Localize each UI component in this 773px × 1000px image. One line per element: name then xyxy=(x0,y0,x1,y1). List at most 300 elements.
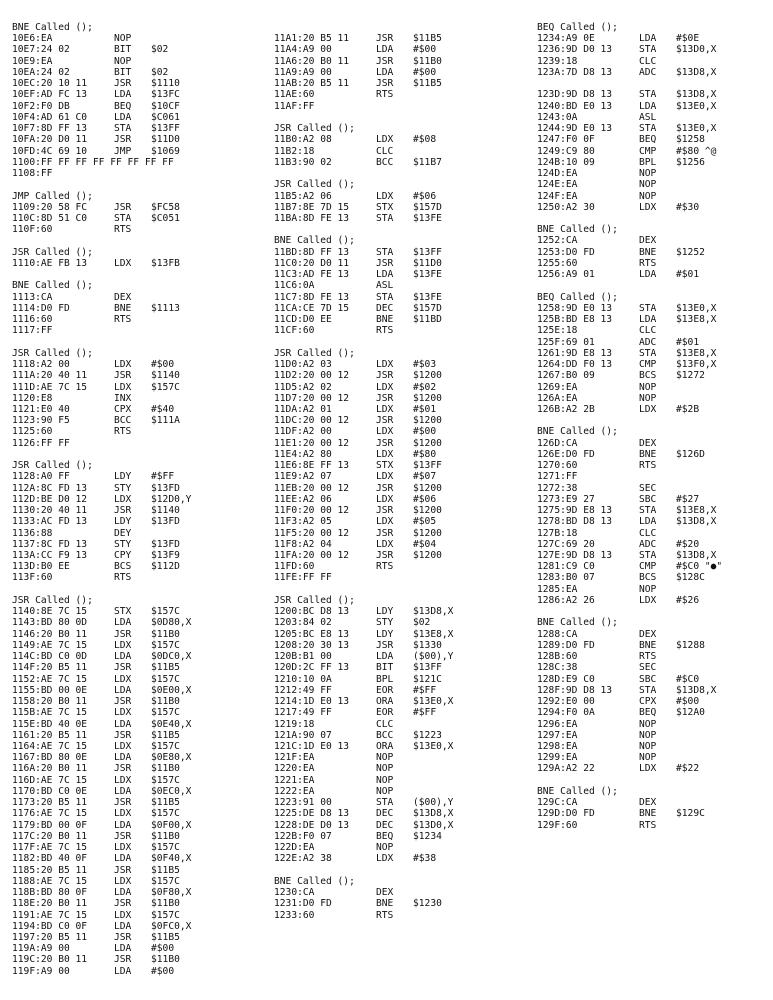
address-bytes: 11E4:A2 80 xyxy=(274,448,332,460)
mnemonic: NOP xyxy=(639,741,657,752)
section-header-text: JSR Called (); xyxy=(12,246,93,258)
operand: $13FD xyxy=(151,482,180,494)
operand: $1200 xyxy=(413,415,442,427)
mnemonic: CMP xyxy=(639,359,657,371)
address-bytes: 125B:BD E8 13 xyxy=(537,314,613,326)
operand: #$FF xyxy=(413,684,437,696)
address-bytes: 11C7:8D FE 13 xyxy=(274,291,350,303)
address-bytes: 122D:EA xyxy=(274,842,315,854)
operand: $12A0 xyxy=(676,707,705,719)
operand: $157C xyxy=(151,707,180,719)
address-bytes: 125F:69 01 xyxy=(537,336,595,348)
mnemonic: LDA xyxy=(114,965,132,977)
address-bytes: 112A:8C FD 13 xyxy=(12,482,88,494)
operand: $157C xyxy=(151,875,180,887)
mnemonic: STA xyxy=(639,89,657,101)
address-bytes: 1285:EA xyxy=(537,583,578,595)
address-bytes: 1234:A9 0E xyxy=(537,33,595,45)
operand: $0E00,X xyxy=(151,684,192,696)
operand: #$0E xyxy=(676,33,700,45)
address-bytes: 1161:20 B5 11 xyxy=(12,729,88,741)
address-bytes: 126B:A2 2B xyxy=(537,403,595,415)
address-bytes: 121C:1D E0 13 xyxy=(274,741,350,752)
operand: #$27 xyxy=(676,493,700,505)
section-header-text: JSR Called (); xyxy=(12,594,93,606)
address-bytes: 11C3:AD FE 13 xyxy=(274,269,350,281)
address-bytes: 127C:69 20 xyxy=(537,538,595,550)
mnemonic: BEQ xyxy=(376,830,394,842)
mnemonic: JSR xyxy=(114,898,132,910)
mnemonic: INX xyxy=(114,392,132,404)
address-bytes: 11A6:20 B0 11 xyxy=(274,55,350,67)
address-bytes: 1272:38 xyxy=(537,482,578,494)
mnemonic: LDX xyxy=(114,741,132,752)
mnemonic: STY xyxy=(114,538,132,550)
address-bytes: 10F4:AD 61 C0 xyxy=(12,111,88,123)
operand: $1223 xyxy=(413,729,442,741)
address-bytes: 1220:EA xyxy=(274,763,315,775)
mnemonic: JSR xyxy=(376,482,394,494)
mnemonic: DEX xyxy=(639,235,657,247)
mnemonic: DEX xyxy=(639,797,657,809)
operand: $C051 xyxy=(151,212,180,224)
operand: $11B0 xyxy=(151,696,180,708)
operand: $13E0,X xyxy=(413,696,454,708)
operand: #$40 xyxy=(151,403,175,415)
mnemonic: DEC xyxy=(376,808,394,820)
section-header-text: BNE Called (); xyxy=(12,280,93,292)
mnemonic: JSR xyxy=(114,628,132,640)
mnemonic: LDX xyxy=(376,403,394,415)
operand: $0F80,X xyxy=(151,887,192,899)
address-bytes: 1143:BD 80 0D xyxy=(12,617,88,629)
address-bytes: 1123:90 F5 xyxy=(12,415,70,427)
section-header-text: BNE Called (); xyxy=(274,875,355,887)
address-bytes: 1137:8C FD 13 xyxy=(12,538,88,550)
mnemonic: LDA xyxy=(639,269,657,281)
address-bytes: 116A:20 B0 11 xyxy=(12,763,88,775)
address-bytes: 11B0:A2 08 xyxy=(274,134,332,146)
mnemonic: NOP xyxy=(639,179,657,191)
address-bytes: 126A:EA xyxy=(537,392,578,404)
address-bytes: 124E:EA xyxy=(537,179,578,191)
address-bytes: 11D0:A2 03 xyxy=(274,359,332,371)
address-bytes: 1191:AE 7C 15 xyxy=(12,909,88,921)
operand: #$2B xyxy=(676,403,700,415)
mnemonic: LDX xyxy=(639,763,657,775)
operand: #$06 xyxy=(413,190,437,202)
operand: $157C xyxy=(151,808,180,820)
operand: $1258 xyxy=(676,134,705,146)
address-bytes: 1247:F0 0F xyxy=(537,134,595,146)
operand: $121C xyxy=(413,673,442,685)
mnemonic: JSR xyxy=(114,505,132,517)
address-bytes: 129F:60 xyxy=(537,819,578,831)
operand: #$02 xyxy=(413,381,437,393)
address-bytes: 11E9:A2 07 xyxy=(274,471,332,483)
address-bytes: 1256:A9 01 xyxy=(537,269,595,281)
address-bytes: 114C:BD C0 0D xyxy=(12,651,88,663)
address-bytes: 11F0:20 00 12 xyxy=(274,505,350,517)
mnemonic: LDA xyxy=(639,33,657,45)
mnemonic: BNE xyxy=(376,314,394,326)
mnemonic: BPL xyxy=(376,673,394,685)
operand: #$38 xyxy=(413,853,437,865)
operand: $13FF xyxy=(413,246,442,258)
address-bytes: 11AB:20 B5 11 xyxy=(274,78,350,90)
address-bytes: 1264:DD F0 13 xyxy=(537,359,613,371)
mnemonic: JSR xyxy=(376,550,394,562)
mnemonic: ADC xyxy=(639,336,657,348)
address-bytes: 1269:EA xyxy=(537,381,578,393)
mnemonic: EOR xyxy=(376,684,394,696)
operand: $13F9 xyxy=(151,550,180,562)
address-bytes: 1100:FF FF FF FF FF FF FF FF xyxy=(12,156,174,168)
operand: $157C xyxy=(151,606,180,618)
mnemonic: LDY xyxy=(114,471,132,483)
mnemonic: JSR xyxy=(376,55,394,67)
address-bytes: 10EF:AD FC 13 xyxy=(12,89,88,101)
operand: $157C xyxy=(151,842,180,854)
address-bytes: 10EC:20 10 11 xyxy=(12,78,88,90)
mnemonic: DEC xyxy=(376,819,394,831)
operand: $10CF xyxy=(151,100,180,112)
mnemonic: RTS xyxy=(376,325,394,337)
mnemonic: JSR xyxy=(114,931,132,943)
address-bytes: 113F:60 xyxy=(12,572,53,584)
mnemonic: LDA xyxy=(114,111,132,123)
operand: $02 xyxy=(413,617,431,629)
operand: $11B5 xyxy=(413,33,442,45)
operand: $11B5 xyxy=(151,662,180,674)
mnemonic: JSR xyxy=(376,527,394,539)
operand: $111A xyxy=(151,415,180,427)
operand: $11D0 xyxy=(151,134,180,146)
mnemonic: STY xyxy=(114,482,132,494)
address-bytes: 10E9:EA xyxy=(12,55,53,67)
address-bytes: 1158:20 B0 11 xyxy=(12,696,88,708)
address-bytes: 119C:20 B0 11 xyxy=(12,954,88,966)
address-bytes: 11F8:A2 04 xyxy=(274,538,332,550)
address-bytes: 1230:CA xyxy=(274,887,315,899)
address-bytes: 1164:AE 7C 15 xyxy=(12,741,88,752)
operand: $13FF xyxy=(413,460,442,472)
address-bytes: 1146:20 B0 11 xyxy=(12,628,88,640)
operand: $1200 xyxy=(413,550,442,562)
mnemonic: LDX xyxy=(376,516,394,528)
operand: #$80 ^@ xyxy=(676,145,717,157)
address-bytes: 1185:20 B5 11 xyxy=(12,864,88,876)
address-bytes: 119F:A9 00 xyxy=(12,965,70,977)
mnemonic: CPX xyxy=(114,403,132,415)
section-header-text: BNE Called (); xyxy=(537,617,618,629)
mnemonic: NOP xyxy=(376,774,394,786)
operand: $13D8,X xyxy=(676,89,717,101)
mnemonic: SEC xyxy=(639,662,657,674)
mnemonic: BEQ xyxy=(639,134,657,146)
address-bytes: 1210:10 0A xyxy=(274,673,332,685)
mnemonic: SEC xyxy=(639,482,657,494)
address-bytes: 113D:B0 EE xyxy=(12,561,70,573)
mnemonic: NOP xyxy=(639,168,657,180)
address-bytes: 1217:49 FF xyxy=(274,707,332,719)
operand: $13FE xyxy=(413,212,442,224)
mnemonic: LDX xyxy=(114,909,132,921)
mnemonic: LDX xyxy=(639,201,657,213)
mnemonic: CLC xyxy=(376,145,394,157)
address-bytes: 129C:CA xyxy=(537,797,578,809)
operand: $02 xyxy=(151,44,169,56)
mnemonic: NOP xyxy=(376,763,394,775)
address-bytes: 10FA:20 D0 11 xyxy=(12,134,88,146)
mnemonic: LDY xyxy=(376,606,394,618)
operand: $13E8,X xyxy=(676,505,717,517)
address-bytes: 1222:EA xyxy=(274,785,315,797)
mnemonic: JSR xyxy=(376,78,394,90)
address-bytes: 1219:18 xyxy=(274,718,315,730)
address-bytes: 1212:49 FF xyxy=(274,684,332,696)
address-bytes: 1133:AC FD 13 xyxy=(12,516,88,528)
mnemonic: JSR xyxy=(376,392,394,404)
mnemonic: NOP xyxy=(376,785,394,797)
address-bytes: 122E:A2 38 xyxy=(274,853,332,865)
address-bytes: 1188:AE 7C 15 xyxy=(12,875,88,887)
mnemonic: STA xyxy=(639,44,657,56)
mnemonic: ORA xyxy=(376,741,394,752)
address-bytes: 1294:F0 0A xyxy=(537,707,595,719)
address-bytes: 1116:60 xyxy=(12,314,53,326)
mnemonic: NOP xyxy=(639,729,657,741)
mnemonic: JSR xyxy=(376,33,394,45)
address-bytes: 11FD:60 xyxy=(274,561,315,573)
mnemonic: RTS xyxy=(639,257,657,269)
address-bytes: 1197:20 B5 11 xyxy=(12,931,88,943)
mnemonic: CPY xyxy=(114,550,132,562)
operand: $129C xyxy=(676,808,705,820)
operand: $0F00,X xyxy=(151,819,192,831)
address-bytes: 124F:EA xyxy=(537,190,578,202)
operand: $1200 xyxy=(413,505,442,517)
mnemonic: BNE xyxy=(639,639,657,651)
address-bytes: 1298:EA xyxy=(537,741,578,752)
mnemonic: LDA xyxy=(376,651,394,663)
mnemonic: RTS xyxy=(114,572,132,584)
address-bytes: 1249:C9 80 xyxy=(537,145,595,157)
mnemonic: EOR xyxy=(376,707,394,719)
address-bytes: 1125:60 xyxy=(12,426,53,438)
mnemonic: LDA xyxy=(639,516,657,528)
mnemonic: RTS xyxy=(376,89,394,101)
address-bytes: 11CA:CE 7D 15 xyxy=(274,302,350,314)
address-bytes: 120D:2C FF 13 xyxy=(274,662,350,674)
mnemonic: RTS xyxy=(114,314,132,326)
address-bytes: 10E7:24 02 xyxy=(12,44,70,56)
operand: $C061 xyxy=(151,111,180,123)
operand: $157C xyxy=(151,381,180,393)
operand: ($00),Y xyxy=(413,651,454,663)
operand: $13FC xyxy=(151,89,180,101)
operand: $112D xyxy=(151,561,180,573)
mnemonic: CMP xyxy=(639,561,657,573)
address-bytes: 1149:AE 7C 15 xyxy=(12,639,88,651)
address-bytes: 11EE:A2 06 xyxy=(274,493,332,505)
address-bytes: 1299:EA xyxy=(537,752,578,764)
section-header-text: JSR Called (); xyxy=(12,347,93,359)
address-bytes: 126E:D0 FD xyxy=(537,448,595,460)
mnemonic: LDA xyxy=(639,100,657,112)
address-bytes: 121A:90 07 xyxy=(274,729,332,741)
operand: $13E8,X xyxy=(676,347,717,359)
section-header-text: JSR Called (); xyxy=(274,123,355,135)
mnemonic: ORA xyxy=(376,696,394,708)
operand: #$06 xyxy=(413,493,437,505)
address-bytes: 11E6:8E FF 13 xyxy=(274,460,350,472)
mnemonic: JSR xyxy=(376,639,394,651)
mnemonic: STA xyxy=(376,797,394,809)
mnemonic: BNE xyxy=(639,808,657,820)
mnemonic: LDX xyxy=(114,673,132,685)
address-bytes: 11FA:20 00 12 xyxy=(274,550,350,562)
address-bytes: 122B:F0 07 xyxy=(274,830,332,842)
mnemonic: LDX xyxy=(114,808,132,820)
address-bytes: 1110:AE FB 13 xyxy=(12,257,88,269)
address-bytes: 1271:FF xyxy=(537,471,578,483)
mnemonic: STA xyxy=(639,302,657,314)
mnemonic: JSR xyxy=(114,763,132,775)
address-bytes: 1208:20 30 13 xyxy=(274,639,350,651)
address-bytes: 110F:60 xyxy=(12,224,53,236)
address-bytes: 1296:EA xyxy=(537,718,578,730)
mnemonic: NOP xyxy=(639,718,657,730)
mnemonic: RTS xyxy=(639,460,657,472)
address-bytes: 11C0:20 D0 11 xyxy=(274,257,350,269)
address-bytes: 1275:9D E8 13 xyxy=(537,505,613,517)
mnemonic: CPX xyxy=(639,696,657,708)
address-bytes: 1128:A0 FF xyxy=(12,471,70,483)
operand: $157D xyxy=(413,201,442,213)
mnemonic: DEX xyxy=(114,291,132,303)
address-bytes: 1117:FF xyxy=(12,325,53,337)
operand: $13FE xyxy=(413,269,442,281)
address-bytes: 120B:B1 00 xyxy=(274,651,332,663)
operand: #$26 xyxy=(676,594,700,606)
operand: $13FE xyxy=(413,291,442,303)
operand: $12D0,Y xyxy=(151,493,192,505)
address-bytes: 11D2:20 00 12 xyxy=(274,370,350,382)
address-bytes: 1152:AE 7C 15 xyxy=(12,673,88,685)
operand: $11B0 xyxy=(413,55,442,67)
address-bytes: 11D7:20 00 12 xyxy=(274,392,350,404)
address-bytes: 10E6:EA xyxy=(12,33,53,45)
mnemonic: LDX xyxy=(114,381,132,393)
section-header-text: BNE Called (); xyxy=(537,426,618,438)
mnemonic: LDA xyxy=(114,752,132,764)
address-bytes: 11C6:0A xyxy=(274,280,315,292)
mnemonic: LDA xyxy=(114,89,132,101)
operand: $FC58 xyxy=(151,201,180,213)
operand: #$01 xyxy=(676,269,700,281)
mnemonic: CLC xyxy=(639,527,657,539)
mnemonic: STA xyxy=(114,212,132,224)
address-bytes: 1155:BD 00 0E xyxy=(12,684,88,696)
section-header-text: JMP Called (); xyxy=(12,190,93,202)
mnemonic: BIT xyxy=(114,66,132,78)
mnemonic: STA xyxy=(639,123,657,135)
mnemonic: STA xyxy=(376,212,394,224)
mnemonic: BCC xyxy=(114,415,132,427)
operand: #$C0 xyxy=(676,673,700,685)
mnemonic: LDX xyxy=(376,190,394,202)
mnemonic: STX xyxy=(376,201,394,213)
operand: #$00 xyxy=(413,66,437,78)
operand: $11B0 xyxy=(151,954,180,966)
mnemonic: BNE xyxy=(639,246,657,258)
operand: #$04 xyxy=(413,538,437,550)
address-bytes: 118E:20 B0 11 xyxy=(12,898,88,910)
operand: $157D xyxy=(413,302,442,314)
operand: $13D8,X xyxy=(676,550,717,562)
mnemonic: JMP xyxy=(114,145,132,157)
address-bytes: 11B2:18 xyxy=(274,145,315,157)
address-bytes: 1136:88 xyxy=(12,527,53,539)
mnemonic: DEC xyxy=(376,302,394,314)
mnemonic: STA xyxy=(639,347,657,359)
mnemonic: NOP xyxy=(639,392,657,404)
mnemonic: LDX xyxy=(376,471,394,483)
address-bytes: 11DF:A2 00 xyxy=(274,426,332,438)
address-bytes: 1297:EA xyxy=(537,729,578,741)
address-bytes: 1273:E9 27 xyxy=(537,493,595,505)
operand: $1200 xyxy=(413,527,442,539)
mnemonic: DEX xyxy=(376,887,394,899)
address-bytes: 1283:B0 07 xyxy=(537,572,595,584)
address-bytes: 10EA:24 02 xyxy=(12,66,70,78)
mnemonic: STA xyxy=(376,291,394,303)
operand: $13E0,X xyxy=(676,123,717,135)
operand: $02 xyxy=(151,66,169,78)
operand: $1330 xyxy=(413,639,442,651)
mnemonic: LDX xyxy=(376,134,394,146)
operand: #$08 xyxy=(413,134,437,146)
operand: $0FC0,X xyxy=(151,920,192,932)
mnemonic: STA xyxy=(114,123,132,135)
mnemonic: BNE xyxy=(376,898,394,910)
mnemonic: JSR xyxy=(114,662,132,674)
address-bytes: 1118:A2 00 xyxy=(12,359,70,371)
operand: #$01 xyxy=(413,403,437,415)
operand: $1140 xyxy=(151,370,180,382)
mnemonic: CLC xyxy=(376,718,394,730)
mnemonic: LDX xyxy=(376,493,394,505)
address-bytes: 11AE:60 xyxy=(274,89,315,101)
mnemonic: JSR xyxy=(114,134,132,146)
operand: $11B0 xyxy=(151,628,180,640)
address-bytes: 1255:60 xyxy=(537,257,578,269)
address-bytes: 116D:AE 7C 15 xyxy=(12,774,88,786)
mnemonic: NOP xyxy=(639,381,657,393)
operand: $11B0 xyxy=(151,763,180,775)
mnemonic: BNE xyxy=(639,448,657,460)
mnemonic: RTS xyxy=(639,819,657,831)
address-bytes: 123D:9D D8 13 xyxy=(537,89,613,101)
address-bytes: 11E1:20 00 12 xyxy=(274,437,350,449)
operand: $1110 xyxy=(151,78,180,90)
mnemonic: RTS xyxy=(376,561,394,573)
operand: $0E40,X xyxy=(151,718,192,730)
mnemonic: STX xyxy=(376,460,394,472)
mnemonic: STY xyxy=(376,617,394,629)
operand: $157C xyxy=(151,774,180,786)
